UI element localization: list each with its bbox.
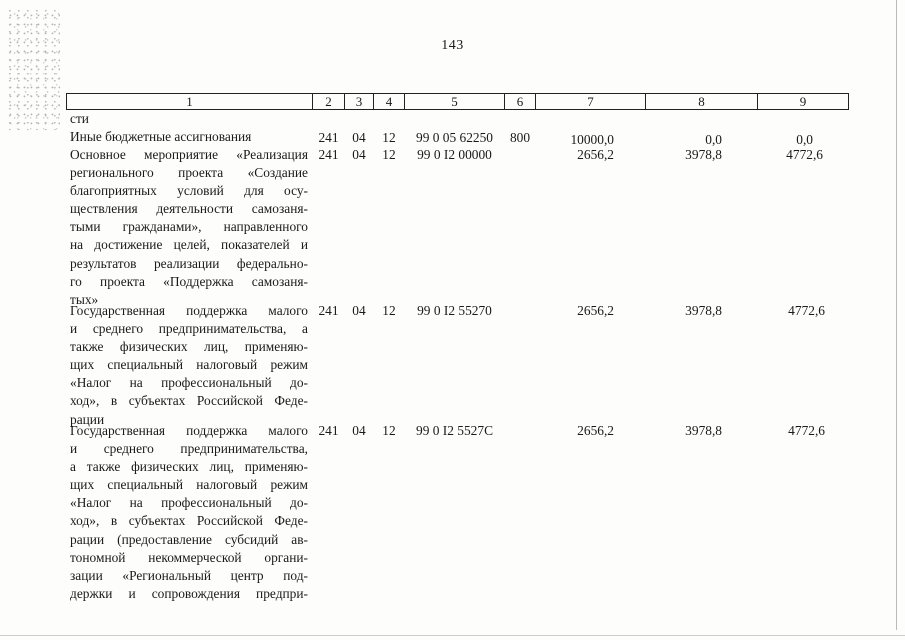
description-line: а также физических лиц, применяю- bbox=[70, 459, 308, 475]
description-line: держки и сопровождения предпри- bbox=[70, 585, 308, 601]
cell-amount-col7: 2656,2 bbox=[577, 147, 614, 162]
description-line: тыми гражданами», направленного bbox=[70, 219, 308, 235]
cell-subsection: 12 bbox=[382, 303, 396, 318]
cell-code: 241 bbox=[318, 147, 339, 162]
cell-amount-col9: 4772,6 bbox=[786, 147, 823, 162]
cell-subsection: 12 bbox=[382, 147, 396, 162]
description-line: ход», в субъектах Российской Феде- bbox=[70, 393, 308, 409]
cell-amount-col8: 3978,8 bbox=[685, 303, 722, 318]
description-line: щих специальный налоговый режим bbox=[70, 357, 308, 373]
cell-target-article: 99 0 I2 00000 bbox=[417, 147, 492, 162]
table-header-col-9: 9 bbox=[757, 93, 849, 110]
description-line: Государственная поддержка малого bbox=[70, 303, 308, 318]
cell-code: 241 bbox=[318, 130, 339, 145]
cell-amount-col8: 3978,8 bbox=[685, 147, 722, 162]
description-line: зации «Региональный центр под- bbox=[70, 567, 308, 583]
description-line: «Налог на профессиональный до- bbox=[70, 375, 308, 391]
description-line: ществления деятельности самозаня- bbox=[70, 201, 308, 217]
description-line: Государственная поддержка малого bbox=[70, 423, 308, 438]
cell-amount-col7: 2656,2 bbox=[577, 303, 614, 318]
cell-section: 04 bbox=[352, 423, 366, 438]
description-line: благоприятных условий для осу- bbox=[70, 183, 308, 199]
cell-amount-col8: 0,0 bbox=[705, 132, 722, 147]
table-header-col-2: 2 bbox=[312, 93, 345, 110]
page-edge-rule bbox=[896, 0, 897, 630]
cell-target-article: 99 0 I2 5527С bbox=[416, 423, 493, 438]
description-line: Основное мероприятие «Реализация bbox=[70, 147, 308, 162]
cell-expense-type: 800 bbox=[509, 130, 531, 145]
cell-subsection: 12 bbox=[382, 423, 396, 438]
description-line: тономной некоммерческой органи- bbox=[70, 549, 308, 565]
table-header-col-5: 5 bbox=[404, 93, 505, 110]
description-line: результатов реализации федерально- bbox=[70, 255, 308, 271]
cell-code: 241 bbox=[318, 423, 339, 438]
description-line: и среднего предпринимательства, а bbox=[70, 321, 308, 337]
cell-amount-col9: 4772,6 bbox=[788, 423, 825, 438]
description-line: рации (предоставление субсидий ав- bbox=[70, 531, 308, 547]
table-header-col-7: 7 bbox=[535, 93, 646, 110]
table-row-description bbox=[70, 146, 308, 309]
cell-section: 04 bbox=[352, 130, 366, 145]
table-header-col-1: 1 bbox=[66, 93, 313, 110]
cell-section: 04 bbox=[352, 147, 366, 162]
description-line: и среднего предпринимательства, bbox=[70, 441, 308, 457]
page-number: 143 bbox=[441, 38, 464, 53]
description-line: рации bbox=[70, 411, 105, 427]
cell-amount-col9: 4772,6 bbox=[788, 303, 825, 318]
description-line: также физических лиц, применяю- bbox=[70, 339, 308, 355]
table-header-col-6: 6 bbox=[504, 93, 536, 110]
cell-amount-col7: 10000,0 bbox=[570, 132, 614, 147]
table-row-description bbox=[70, 128, 308, 146]
cell-target-article: 99 0 I2 55270 bbox=[417, 303, 492, 318]
description-line: го проекта «Поддержка самозаня- bbox=[70, 273, 308, 289]
cell-code: 241 bbox=[318, 303, 339, 318]
description-line: на достижение целей, показателей и bbox=[70, 237, 308, 253]
table-header-col-4: 4 bbox=[373, 93, 405, 110]
description-line: «Налог на профессиональный до- bbox=[70, 495, 308, 511]
cell-amount-col8: 3978,8 bbox=[685, 423, 722, 438]
description-line: Иные бюджетные ассигнования bbox=[70, 129, 252, 144]
table-row-description bbox=[70, 422, 308, 603]
description-line: регионального проекта «Создание bbox=[70, 165, 308, 181]
description-line: щих специальный налоговый режим bbox=[70, 477, 308, 493]
cell-section: 04 bbox=[352, 303, 366, 318]
description-line: тых» bbox=[70, 291, 99, 307]
table-header-col-3: 3 bbox=[344, 93, 374, 110]
cell-target-article: 99 0 05 62250 bbox=[416, 130, 493, 145]
table-header-col-8: 8 bbox=[645, 93, 758, 110]
cell-amount-col7: 2656,2 bbox=[577, 423, 614, 438]
table-row-description bbox=[70, 302, 308, 429]
cell-subsection: 12 bbox=[382, 130, 396, 145]
description-line: ход», в субъектах Российской Феде- bbox=[70, 513, 308, 529]
scan-noise bbox=[8, 10, 60, 130]
cell-amount-col9: 0,0 bbox=[796, 132, 813, 147]
continuation-text: сти bbox=[70, 111, 89, 126]
page-bottom-rule bbox=[0, 635, 905, 636]
